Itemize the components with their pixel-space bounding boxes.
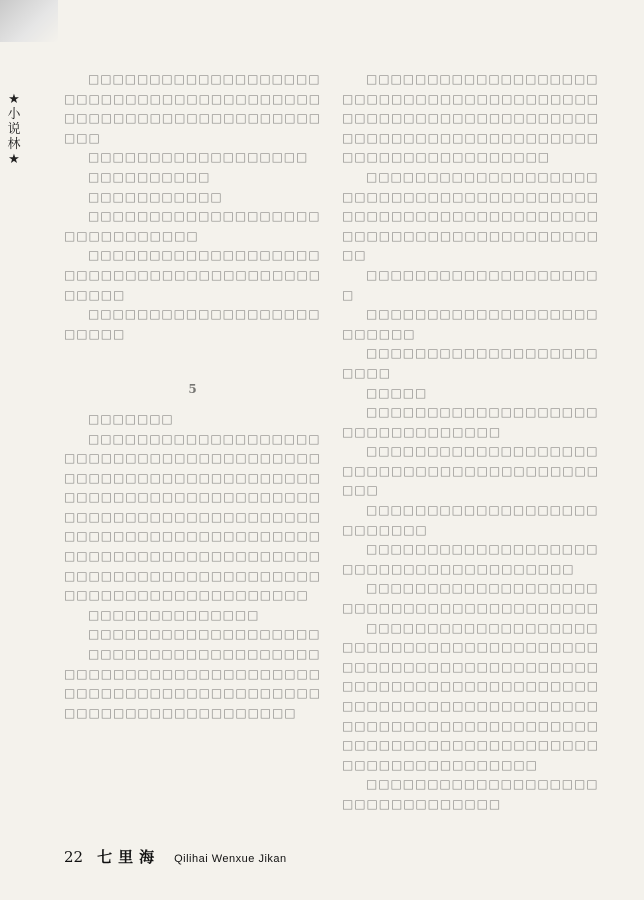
body-paragraph: □□□□□□□□□□□□□□□□□□□□□□□□□□□□□□□□□□□□□□□□□□□□□□□□□□□□□□□□□□□□□□□□□□□□□□□□□□□□□□□□□□□□□□□□□□□□□□□□□□□ xyxy=(342,72,599,165)
body-paragraph: □□□□□□□□□□□□□□□□□□□□□□□□□□□□□□ xyxy=(64,209,321,243)
section-tab-char: 说 xyxy=(7,122,21,137)
section-tab-char: ★ xyxy=(8,92,20,107)
dialogue-paragraph: □□□□□□□□□□□□□□□□□□□□□□□□□□□□□□□□□□□□□□ xyxy=(342,542,599,576)
left-text-column xyxy=(64,70,322,830)
magazine-title-en: Qilihai Wenxue Jikan xyxy=(174,853,287,865)
body-paragraph: □□□□□□□□□□□□□□□□□□□□□□□□□□□□□□□□□□□□□□□□□□□□□□□□□□□□□□□□□□□□□□□□□□□□□□□□□□□□□□□□□□□□□□□□□□□□□□□□□□□□□□□□□□□□□□□□□□□□□□□□□□□□□□□□□□□□□□□□□□□□□□□□□□□□□□□□□□□□□□□□□□□□□□□□□□□□□□□□□□□□□□□□□□ xyxy=(64,431,321,603)
body-paragraph: □□□□□□□□□□ xyxy=(88,169,211,184)
magazine-title-cn: 七里海 xyxy=(97,848,161,866)
right-text-column xyxy=(342,70,600,830)
dialogue-paragraph: □□□□□□□□□□□□□□□□□□□□□□□□□□□□□□□□□□□□□□□□□□□□□ xyxy=(64,248,321,302)
dialogue-paragraph: □□□□□□□□□□□□□□□□□□□□ xyxy=(342,267,599,302)
dialogue-paragraph: □□□□□□□□□□□□□□□□□□□□□□□□□□ xyxy=(342,503,599,537)
section-number: 5 xyxy=(188,382,198,397)
dialogue-paragraph: □□□□□□□□□□□□□□ xyxy=(88,607,260,622)
body-paragraph: □□□□□□□□□□□□□□□□□□□□□□□□□□□□□□□□□□□□□□□□□□□□□□□□□□□□□□□□□□□□□□□□□□□□□□□□□□□□□□□□□□□□□□□□□□□□□□□□□□□□□□□□□□□□□□□□□□□□□□□□□□□□□□□□□□□□□□□□□□□□□□□□□□□□□□□□□□□□□□□□□ xyxy=(342,620,599,772)
body-paragraph: □□□□□ xyxy=(366,385,428,400)
section-tab-char: 林 xyxy=(7,137,21,152)
page-number: 22 xyxy=(64,848,84,866)
body-paragraph: □□□□□□□□□□□□□□□□□□□□□□□□□□□□□□□□□□□□□□□□□□□□□□□□□□□□□□□□□□□□□□□□ xyxy=(64,72,321,145)
body-paragraph: □□□□□□□□□□□□□□□□□□□□□□□□□□□□□□□□ xyxy=(342,777,599,811)
body-paragraph: □□□□□□□□□□□□□□□□□□□□□□□□□ xyxy=(342,307,599,341)
section-tab-char: ★ xyxy=(8,152,20,167)
body-paragraph: □□□□□□□□□□□□□□□□□□□□□□□□□□□□□□□□□□□□□□□□□□□□□□□□□□□□□□□□□□□□□□□□□□□□□□□□□□□□□□□□ xyxy=(64,647,321,720)
body-paragraph: □□□□□□□□□□□□□□□□□□□□□□□□□□□□□□□□ xyxy=(342,405,599,439)
body-paragraph: □□□□□□□□□□□□□□□□□□□□□□□□ xyxy=(64,307,321,341)
dialogue-paragraph: □□□□□□□□□□□□□□□□□□□ xyxy=(88,627,321,642)
section-tab-char: 小 xyxy=(7,107,21,122)
page-footer xyxy=(64,846,604,866)
magazine-logo-graphic xyxy=(0,0,58,42)
body-paragraph: □□□□□□□ xyxy=(88,411,174,426)
section-tab-xiaoshuolin xyxy=(6,92,22,167)
dialogue-paragraph: □□□□□□□□□□□□□□□□□□ xyxy=(88,150,309,165)
dialogue-paragraph: □□□□□□□□□□□□□□□□□□□□□□□ xyxy=(342,346,599,380)
dialogue-paragraph: □□□□□□□□□□□□□□□□□□□□□□□□□□□□□□□□□□□□□□□□ xyxy=(342,581,599,616)
dialogue-paragraph: □□□□□□□□□□□□□□□□□□□□□□□□□□□□□□□□□□□□□□□□□□□ xyxy=(342,444,599,498)
body-paragraph: □□□□□□□□□□□□□□□□□□□□□□□□□□□□□□□□□□□□□□□□□□□□□□□□□□□□□□□□□□□□□□□□□□□□□□□□□□□□□□□□□□□□ xyxy=(342,169,599,263)
body-paragraph: □□□□□□□□□□□ xyxy=(88,189,223,204)
